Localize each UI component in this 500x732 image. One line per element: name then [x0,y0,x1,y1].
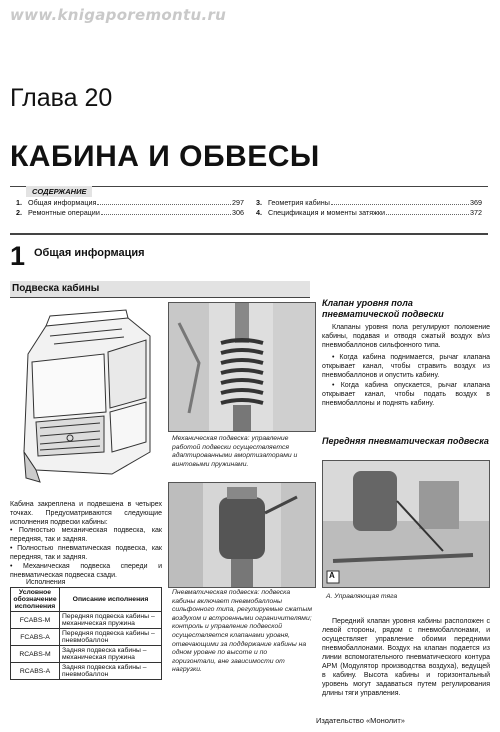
table-row [11,646,162,663]
body-paragraph: Передний клапан уровня кабины расположен с левой стороны, рядом с пневмобаллонами, и осуществляет управление обоими передними пневмобаллонами. Воздух на клапан подается из линии вспомогательного пневматического контура APM (Модулятор производства воздуха), ведущей в кабину. Высота кабины и горизонтальный уровень могут задаваться путем регулирования длины тяги управления. [322,618,490,697]
body-paragraph: Клапаны уровня пола регулируют положение кабины, подавая и отводя сжатый воздух в/из пневмобаллонов сильфонного типа. [322,324,490,349]
table-cell: FCABS-M [11,612,60,629]
table-cell: Задняя подвеска кабины – пневмобаллон [60,663,162,680]
figure-caption: A. Управляющая тяга [326,593,398,600]
mechanical-suspension-photo [168,302,316,432]
level-valve-image [323,461,489,587]
table-header: Описание исполнения [60,588,162,612]
truck-cab-image [10,302,162,496]
pneumatic-suspension-photo [168,482,316,588]
section-number: 1 [10,241,26,271]
table-row [11,663,162,680]
suspension-table [10,587,162,680]
figure-caption: Пневматическая подвеска: подвеска кабины включает пневмобаллоны сильфонного типа, регулируемые сжатым воздухом и встроенными ограничителями; контроль и управление подвеской осуществляется клапанами уровня, отвечающими за поддержание кабины на одном уровне по высоте и по горизонтали, вне зависимости от нагрузки. [172,589,312,674]
divider [10,233,488,235]
bullet-item: • Когда кабина опускается, рычаг клапана открывает канал, чтобы подать воздух в пневмобаллоны и поднять кабину. [322,382,490,407]
divider [10,297,310,298]
subsection-heading: Передняя пневматическая подвеска [322,436,489,446]
table-row [11,629,162,646]
table-cell: RCABS-M [11,646,60,663]
toc-item[interactable]: 1. Общая информация 297 [16,198,244,207]
watermark: www.knigaporemontu.ru [10,6,227,24]
table-caption: Исполнения [26,579,66,586]
body-paragraph: Кабина закреплена и подвешена в четырех точках. Предусматриваются следующие исполнения подвески кабины: [10,501,162,526]
table-row [11,612,162,629]
section-title: Общая информация [34,247,145,259]
callout-marker: A [329,571,335,580]
bullet-item: • Полностью пневматическая подвеска, как передняя, так и задняя. [10,545,162,561]
subsection-heading: Клапан уровня пола пневматической подвески [322,298,444,319]
table-cell: Передняя подвеска кабины – пневмобаллон [60,629,162,646]
table-cell: Передняя подвеска кабины – механическая пружина [60,612,162,629]
table-cell: RCABS-A [11,663,60,680]
table-cell: FCABS-A [11,629,60,646]
chapter-title: КАБИНА И ОБВЕСЫ [10,140,320,173]
chapter-label: Глава 20 [10,84,113,112]
toc-item[interactable]: 4. Спецификация и моменты затяжки 372 [256,208,482,217]
table-cell: Задняя подвеска кабины – механическая пружина [60,646,162,663]
table-of-contents [10,186,488,223]
table-header: Условное обозначение исполнения [11,588,60,612]
cab-illustration [10,302,162,496]
bullet-item: • Полностью механическая подвеска, как передняя, так и задняя. [10,527,162,543]
figure-caption: Механическая подвеска: управление работой подвески осуществляется адаптированными амортизаторами и винтовыми пружинами. [172,435,298,468]
table-header-row [11,588,162,612]
toc-label: СОДЕРЖАНИЕ [26,186,92,197]
toc-item[interactable]: 3. Геометрия кабины 369 [256,198,482,207]
toc-item[interactable]: 2. Ремонтные операции 306 [16,208,244,217]
air-bellows-image [169,483,315,587]
valve-photo [322,460,490,588]
publisher-footer: Издательство «Монолит» [316,716,405,725]
coil-spring-image [169,303,315,431]
bullet-item: • Механическая подвеска спереди и пневматическая подвеска сзади. [10,563,162,579]
subsection-title: Подвеска кабины [12,283,100,294]
bullet-item: • Когда кабина поднимается, рычаг клапана открывает канал, чтобы стравить воздух из пневмобаллонов и опустить кабину. [322,354,490,379]
